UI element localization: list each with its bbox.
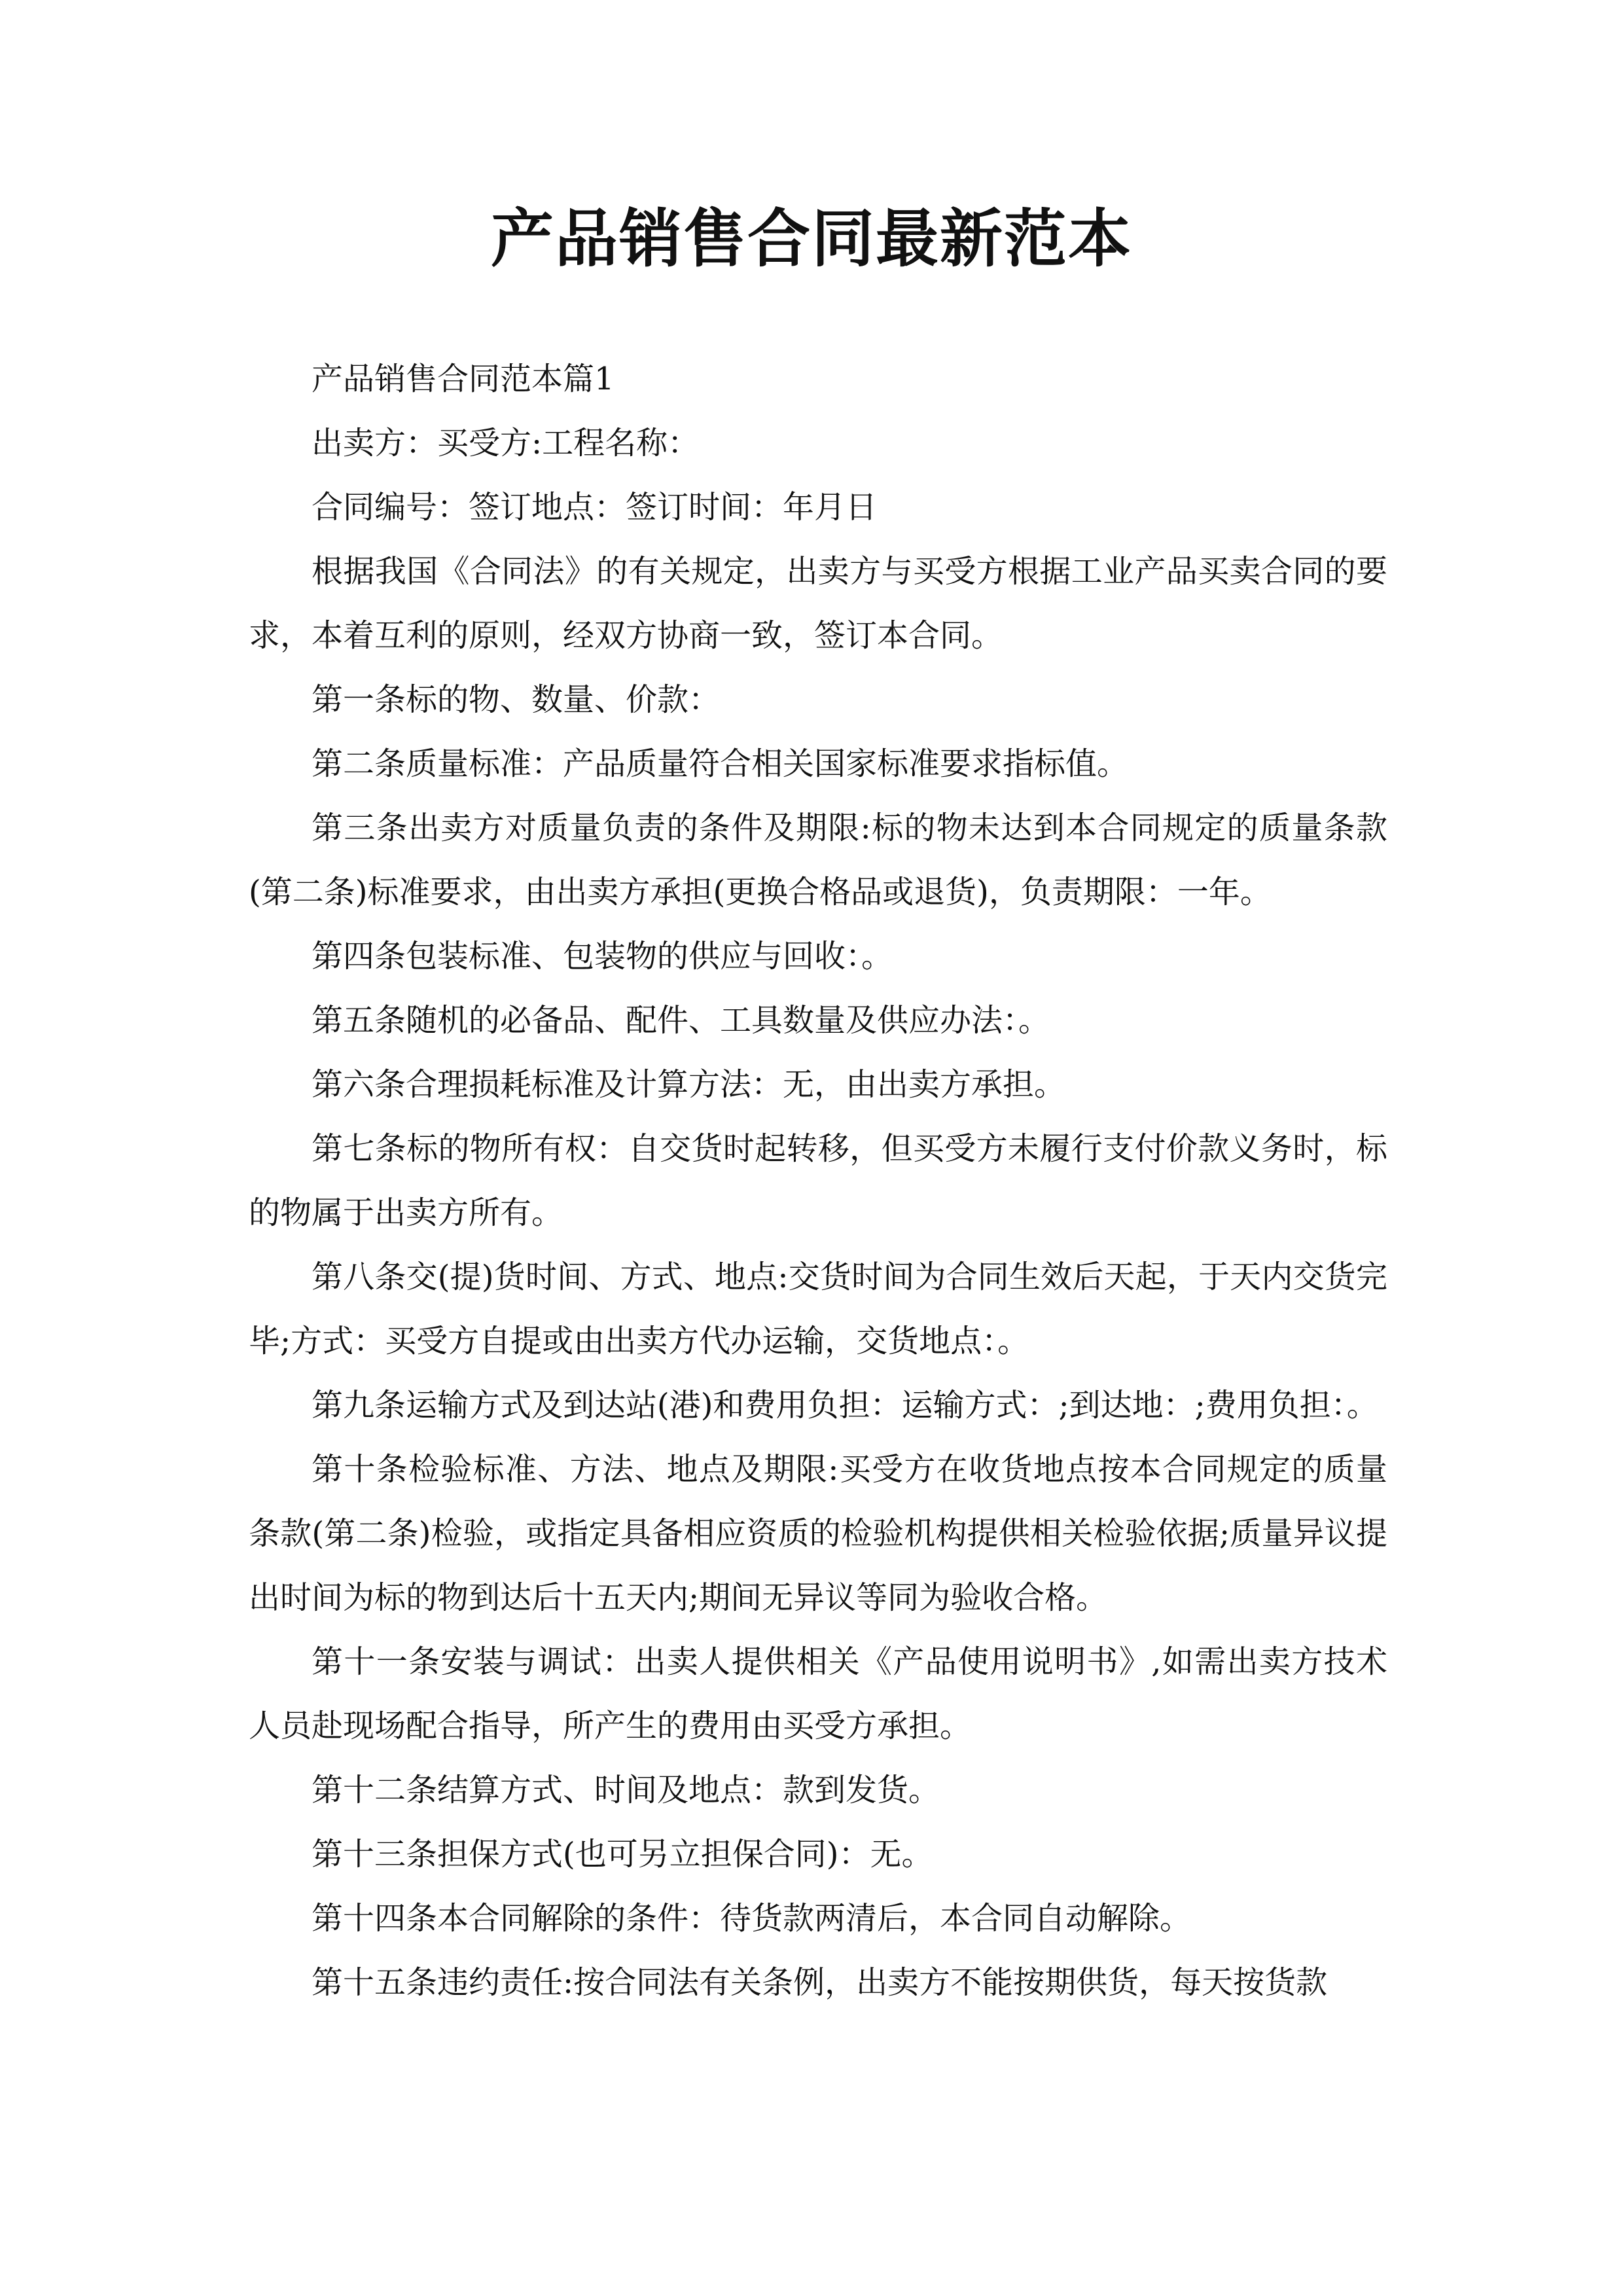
paragraph: 第十四条本合同解除的条件：待货款两清后，本合同自动解除。 xyxy=(312,1900,1192,1937)
paragraph: 第六条合理损耗标准及计算方法：无，由出卖方承担。 xyxy=(312,1066,1066,1103)
paragraph: 第四条包装标准、包装物的供应与回收：。 xyxy=(312,938,893,975)
document-title: 产品销售合同最新范本 xyxy=(491,202,1132,276)
paragraph: 第三条出卖方对质量负责的条件及期限:标的物未达到本合同规定的质量条款(第二条)标准要求，由出卖方承担(更换合格品或退货)，负责期限：一年。 xyxy=(249,810,1387,910)
paragraph: 第十五条违约责任:按合同法有关条例，出卖方不能按期供货，每天按货款 xyxy=(312,1964,1328,2001)
paragraph: 第一条标的物、数量、价款： xyxy=(312,681,721,718)
paragraph: 第十二条结算方式、时间及地点：款到发货。 xyxy=(312,1772,940,1808)
paragraph: 根据我国《合同法》的有关规定，出卖方与买受方根据工业产品买卖合同的要求，本着互利的原则，经双方协商一致，签订本合同。 xyxy=(249,553,1387,654)
paragraph: 第七条标的物所有权：自交货时起转移，但买受方未履行支付价款义务时，标的物属于出卖方所有。 xyxy=(249,1130,1387,1231)
paragraph: 第五条随机的必备品、配件、工具数量及供应办法：。 xyxy=(312,1002,1050,1039)
paragraph: 产品销售合同范本篇1 xyxy=(312,361,615,397)
paragraph: 第九条运输方式及到达站(港)和费用负担：运输方式：;到达地：;费用负担：。 xyxy=(312,1387,1378,1424)
document-body xyxy=(249,347,1387,2015)
paragraph: 第十三条担保方式(也可另立担保合同)：无。 xyxy=(312,1836,933,1873)
paragraph: 第十一条安装与调试：出卖人提供相关《产品使用说明书》,如需出卖方技术人员赴现场配合指导，所产生的费用由买受方承担。 xyxy=(249,1643,1387,1744)
paragraph: 第十条检验标准、方法、地点及期限:买受方在收货地点按本合同规定的质量条款(第二条)检验，或指定具备相应资质的检验机构提供相关检验依据;质量异议提出时间为标的物到达后十五天内;期间无异议等同为验收合格。 xyxy=(249,1451,1387,1616)
paragraph: 合同编号：签订地点：签订时间：年月日 xyxy=(312,489,878,526)
paragraph: 出卖方：买受方:工程名称： xyxy=(312,425,700,461)
paragraph: 第二条质量标准：产品质量符合相关国家标准要求指标值。 xyxy=(312,745,1129,782)
paragraph: 第八条交(提)货时间、方式、地点:交货时间为合同生效后天起，于天内交货完毕;方式：买受方自提或由出卖方代办运输，交货地点：。 xyxy=(249,1259,1387,1359)
